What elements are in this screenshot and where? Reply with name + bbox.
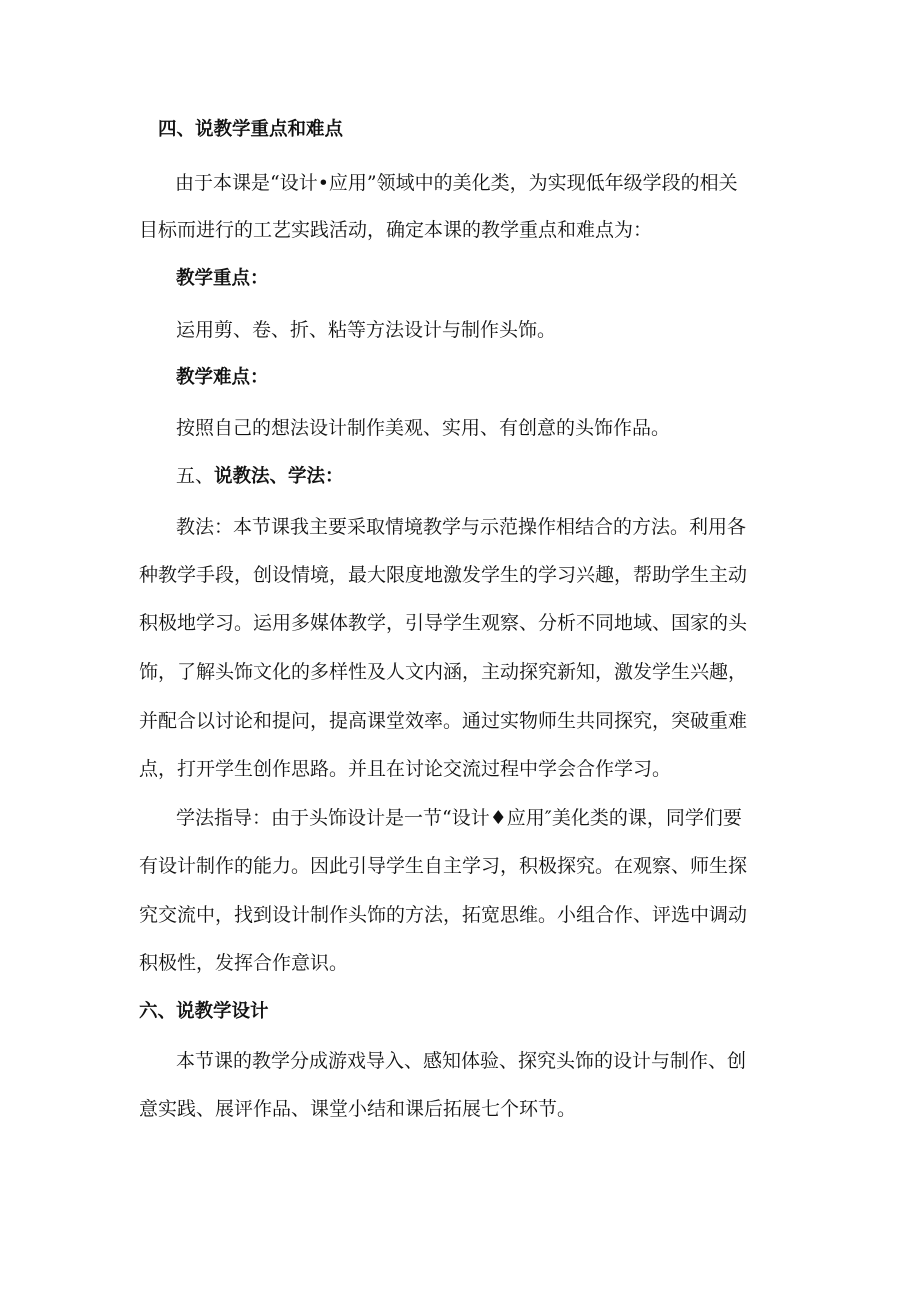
section5-heading-text: 说教法、学法： [214, 466, 344, 487]
section5-heading-prefix: 五、 [176, 465, 215, 487]
section6-heading: 六、说教学设计 [139, 1001, 269, 1022]
section4-heading: 四、说教学重点和难点 [158, 119, 344, 140]
learning-method-line-4: 积极性，发挥合作意识。 [139, 952, 349, 974]
section5-heading [176, 464, 344, 489]
teaching-method-line-3: 积极地学习。运用多媒体教学，引导学生观察、分析不同地域、国家的头 [139, 612, 748, 634]
section4-intro-line-1: 由于本课是“设计•应用”领域中的美化类，为实现低年级学段的相关 [175, 172, 738, 194]
learning-method-line-2: 有设计制作的能力。因此引导学生自主学习，积极探究。在观察、师生探 [139, 855, 748, 877]
section6-body-line-1: 本节课的教学分成游戏导入、感知体验、探究头饰的设计与制作、创 [176, 1050, 747, 1072]
section6-body-line-2: 意实践、展评作品、课堂小结和课后拓展七个环节。 [139, 1098, 577, 1120]
learning-method-line-3: 究交流中，找到设计制作头饰的方法，拓宽思维。小组合作、评选中调动 [139, 904, 748, 926]
difficult-point-label: 教学难点： [176, 367, 269, 388]
section4-intro-line-2: 目标而进行的工艺实践活动，确定本课的教学重点和难点为： [139, 219, 653, 241]
teaching-method-line-4: 饰，了解头饰文化的多样性及人文内涵，主动探究新知，激发学生兴趣， [139, 661, 748, 683]
learning-method-line-1: 学法指导：由于头饰设计是一节“设计♦应用″美化类的课，同学们要 [176, 807, 742, 829]
teaching-method-line-6: 点，打开学生创作思路。并且在讨论交流过程中学会合作学习。 [139, 758, 672, 780]
teaching-method-line-2: 种教学手段，创设情境，最大限度地激发学生的学习兴趣，帮助学生主动 [139, 564, 748, 586]
teaching-method-line-1: 教法：本节课我主要采取情境教学与示范操作相结合的方法。利用各 [176, 516, 747, 538]
difficult-point-text: 按照自己的想法设计制作美观、实用、有创意的头饰作品。 [176, 417, 671, 439]
key-point-text: 运用剪、卷、折、粘等方法设计与制作头饰。 [176, 319, 557, 341]
key-point-label: 教学重点： [176, 268, 269, 289]
teaching-method-line-5: 并配合以讨论和提问，提高课堂效率。通过实物师生共同探究，突破重难 [139, 710, 748, 732]
